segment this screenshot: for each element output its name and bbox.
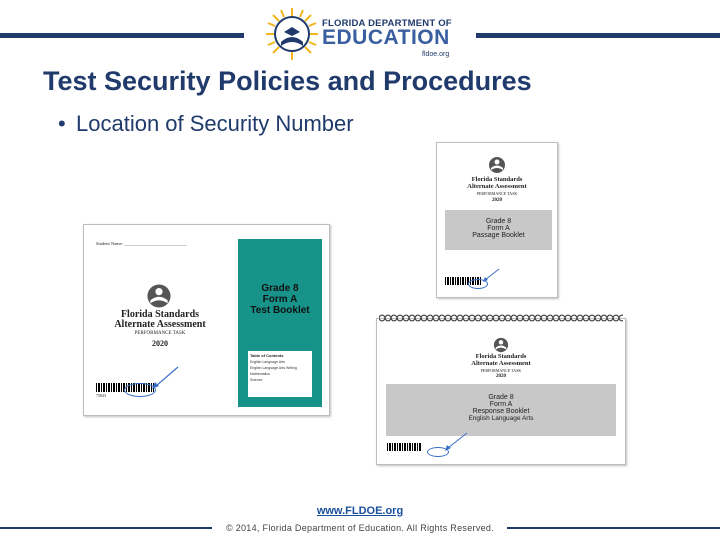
test-booklet: [83, 224, 330, 416]
spiral-binding: [379, 313, 623, 323]
response-program-line2: Alternate Assessment: [471, 360, 531, 367]
bullet-item: [58, 111, 354, 137]
test-program-line3: PERFORMANCE TASK: [134, 331, 186, 336]
response-cover-panel: [386, 384, 616, 436]
fsaa-emblem-icon: [488, 156, 506, 174]
passage-program-line2: Alternate Assessment: [467, 183, 527, 190]
test-year: 2020: [152, 339, 168, 348]
fsaa-emblem-icon: [146, 283, 172, 309]
test-program-line2: Alternate Assessment: [114, 319, 206, 330]
fldoe-logo: [262, 6, 458, 62]
response-subject: English Language Arts: [468, 415, 534, 422]
toc-item: English Language Arts: [250, 360, 286, 364]
response-booklet-type: Response Booklet: [472, 408, 530, 415]
response-year: 2020: [496, 374, 506, 379]
response-grade: Grade 8: [488, 394, 514, 401]
test-barcode-number: 75843: [96, 393, 106, 398]
toc-title: Table of Contents: [250, 353, 284, 358]
sun-emblem-icon: [264, 6, 320, 62]
header-rule-right: [476, 33, 720, 38]
toc-item: Science: [250, 378, 263, 382]
response-program-line3: PERFORMANCE TASK: [480, 368, 522, 373]
logo-line2: EDUCATION: [322, 26, 450, 49]
test-grade: Grade 8: [261, 283, 299, 294]
test-booklet-type: Test Booklet: [250, 305, 310, 316]
passage-booklet: [436, 142, 558, 298]
logo-line1: FLORIDA DEPARTMENT OF: [322, 18, 452, 29]
footer-copyright: © 2014, Florida Department of Education. All Rights Reserved.: [225, 523, 495, 533]
test-form: Form A: [262, 294, 298, 305]
footer-link[interactable]: www.FLDOE.org: [316, 505, 404, 517]
passage-grade: Grade 8: [485, 218, 512, 225]
fsaa-emblem-icon: [493, 337, 509, 353]
test-cover-panel: [238, 239, 322, 407]
student-name-text: Student Name: [96, 241, 122, 246]
barcode: [387, 443, 421, 451]
passage-form: Form A: [487, 225, 510, 232]
table-of-contents: [248, 351, 312, 397]
passage-program-line3: PERFORMANCE TASK: [476, 191, 518, 196]
passage-booklet-type: Passage Booklet: [472, 232, 525, 239]
passage-program-line1: Florida Standards: [471, 176, 523, 183]
arrow-icon: [481, 267, 501, 283]
bullet-text: Location of Security Number: [76, 111, 354, 136]
toc-item: Mathematics: [250, 372, 270, 376]
response-form: Form A: [489, 401, 513, 408]
toc-item: English Language Arts Writing: [250, 366, 297, 370]
student-name-label: Student Name: ____________________________: [96, 241, 188, 246]
passage-year: 2020: [492, 198, 502, 203]
test-program-line1: Florida Standards: [120, 309, 200, 320]
arrow-icon: [443, 431, 469, 453]
arrow-icon: [150, 365, 180, 391]
header-rule-left: [0, 33, 244, 38]
response-program-line1: Florida Standards: [475, 353, 527, 360]
passage-cover-panel: [445, 210, 552, 250]
response-booklet: [376, 318, 626, 465]
bullet-icon: •: [58, 111, 66, 136]
logo-url: fldoe.org: [422, 51, 450, 58]
page-title: Test Security Policies and Procedures: [43, 66, 532, 96]
